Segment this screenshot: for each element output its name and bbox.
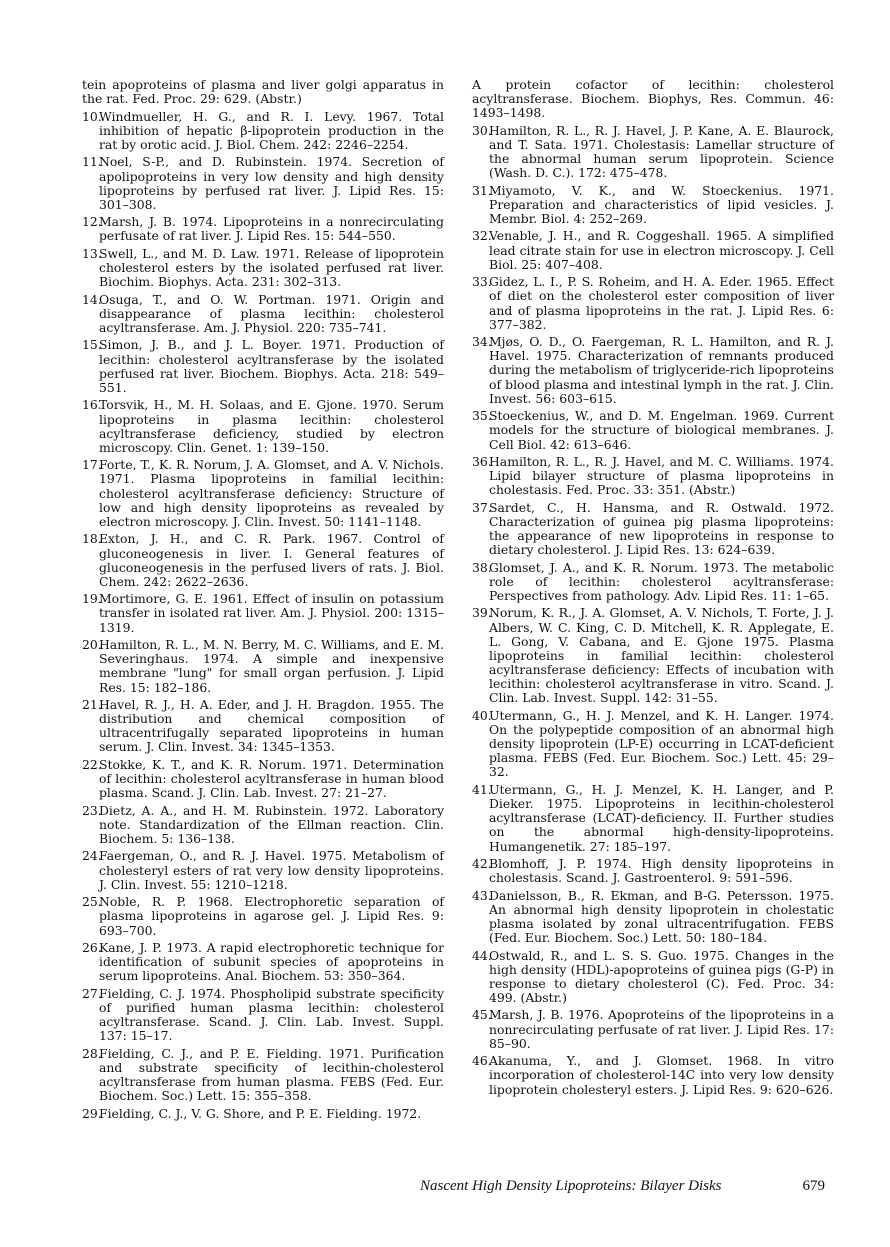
reference-item [472,606,834,705]
reference-item [82,338,444,395]
reference-text: Akanuma, Y., and J. Glomset. 1968. In vitro incorporation of cholesterol-14C into very low density lipoprotein cholesteryl esters. J. Lipid Res. 9: 620–626. [489,1053,834,1097]
reference-number: 30. [472,122,492,138]
reference-text: Hamilton, R. L., M. N. Berry, M. C. Williams, and E. M. Severinghaus. 1974. A simple and inexpensive membrane "lung" for small organ perfusion. J. Lipid Res. 15: 182–186. [99,637,444,695]
reference-number: 19. [82,591,102,607]
reference-text: Glomset, J. A., and K. R. Norum. 1973. The metabolic role of lecithin: cholesterol acyltransferase: Perspectives from pathology. Adv. Lipid Res. 11: 1–65. [489,559,834,603]
reference-number: 32. [472,228,492,244]
reference-text: Fielding, C. J., V. G. Shore, and P. E. Fielding. 1972. [99,1105,422,1121]
reference-number: 26. [82,939,102,955]
left-reference-column [82,78,444,1124]
reference-item [82,293,444,335]
reference-item [82,78,444,106]
reference-number: 41. [472,781,492,797]
reference-item [472,561,834,603]
reference-item [472,335,834,406]
reference-text: Sardet, C., H. Hansma, and R. Ostwald. 1972. Characterization of guinea pig plasma lipoproteins: the appearance of new lipoproteins in response to dietary cholesterol. J. Lipid Res. 13: 624–639. [489,499,834,558]
reference-number: 40. [472,707,492,723]
reference-item [82,458,444,529]
reference-item [472,949,834,1006]
reference-text: Hamilton, R. L., R. J. Havel, and M. C. Williams. 1974. Lipid bilayer structure of plasma lipoproteins in cholestasis. Fed. Proc. 33: 351. (Abstr.) [489,453,834,498]
reference-text: Marsh, J. B. 1974. Lipoproteins in a nonrecirculating perfusate of rat liver. J. Lipid Res. 15: 544–550. [99,214,444,244]
reference-text: Danielsson, B., R. Ekman, and B-G. Petersson. 1975. An abnormal high density lipoprotein in cholestatic plasma isolated by zonal ultracentrifugation. FEBS (Fed. Eur. Biochem. Soc.) Lett. 50: 180–184. [489,887,834,946]
reference-item [472,229,834,271]
reference-text: Noble, R. P. 1968. Electrophoretic separation of plasma lipoproteins in agarose gel. J. Lipid Res. 9: 693–700. [99,894,444,938]
reference-number: 16. [82,397,102,413]
reference-text: Torsvik, H., M. H. Solaas, and E. Gjone. 1970. Serum lipoproteins in plasma lecithin: cholesterol acyltransferase deficiency, studied by electron microscopy. Clin. Genet. 1: 139–150. [99,397,444,455]
reference-text: A protein cofactor of lecithin: cholesterol acyltransferase. Biochem. Biophys, Res. Commun. 46: 1493–1498. [472,77,834,121]
reference-number: 35. [472,408,492,424]
reference-number: 46. [472,1053,492,1069]
reference-text: Fielding, C. J., and P. E. Fielding. 1971. Purification and substrate specificity of lecithin-cholesterol acyltransferase from human plasma. FEBS (Fed. Eur. Biochem. Soc.) Lett. 15: 355–358. [99,1045,444,1104]
reference-item [472,275,834,332]
reference-number: 18. [82,531,102,547]
reference-number: 37. [472,499,492,515]
reference-number: 14. [82,291,102,307]
reference-text: Windmueller, H. G., and R. I. Levy. 1967. Total inhibition of hepatic β-lipoprotein production in the rat by orotic acid. J. Biol. Chem. 242: 2246–2254. [99,108,444,152]
reference-item [82,849,444,891]
reference-text: Blomhoff, J. P. 1974. High density lipoproteins in cholestasis. Scand. J. Gastroenterol. 9: 591–596. [489,855,834,886]
right-reference-column [472,78,834,1100]
reference-text: Utermann, G., H. J. Menzel, K. H. Langer, and P. Dieker. 1975. Lipoproteins in lecithin-cholesterol acyltransferase (LCAT)-deficiency. II. Further studies on the abnormal high-density-lipoproteins. Humangenetik. 27: 185–197. [489,781,834,854]
reference-number: 20. [82,637,102,653]
reference-text: Osuga, T., and O. W. Portman. 1971. Origin and disappearance of plasma lecithin: cholesterol acyltransferase. Am. J. Physiol. 220: 735–741. [99,291,444,335]
reference-text: Marsh, J. B. 1976. Apoproteins of the lipoproteins in a nonrecirculating perfusate of rat liver. J. Lipid Res. 17: 85–90. [489,1007,834,1051]
reference-item [472,124,834,181]
reference-number: 43. [472,887,492,903]
reference-number: 39. [472,605,492,621]
reference-text: Stokke, K. T., and K. R. Norum. 1971. Determination of lecithin: cholesterol acyltransferase in human blood plasma. Scand. J. Clin. Lab. Invest. 27: 21–27. [99,756,444,801]
reference-text: Noel, S-P., and D. Rubinstein. 1974. Secretion of apolipoproteins in very low density and high density lipoproteins by perfused rat liver. J. Lipid Res. 15: 301–308. [99,154,444,212]
reference-item [82,895,444,937]
reference-number: 34. [472,334,492,350]
reference-text: tein apoproteins of plasma and liver golgi apparatus in the rat. Fed. Proc. 29: 629. (Abstr.) [82,77,444,107]
reference-number: 15. [82,337,102,353]
reference-item [82,1047,444,1104]
reference-item [472,857,834,885]
reference-text: Hamilton, R. L., R. J. Havel, J. P. Kane, A. E. Blaurock, and T. Sata. 1971. Cholestasis: Lamellar structure of the abnormal human serum lipoprotein. Science (Wash. D. C.). 172: 475–478. [489,122,834,181]
page-number: 679 [802,1178,825,1194]
reference-text: Gidez, L. I., P. S. Roheim, and H. A. Eder. 1965. Effect of diet on the cholesterol ester composition of liver and of plasma lipoproteins in the rat. J. Lipid Res. 6: 377–382. [489,274,834,332]
reference-number: 42. [472,855,492,871]
reference-number: 13. [82,245,102,261]
reference-number: 22. [82,756,102,772]
reference-item [82,638,444,695]
reference-number: 44. [472,947,492,963]
reference-number: 36. [472,453,492,469]
reference-text: Dietz, A. A., and H. M. Rubinstein. 1972. Laboratory note. Standardization of the Ellman reaction. Clin. Biochem. 5: 136–138. [99,802,444,846]
reference-item [472,78,834,120]
reference-item [82,804,444,846]
reference-text: Kane, J. P. 1973. A rapid electrophoretic technique for identification of subunit species of apoproteins in serum lipoproteins. Anal. Biochem. 53: 350–364. [99,939,444,984]
reference-item [82,215,444,243]
reference-item [472,184,834,226]
reference-item [472,783,834,854]
reference-number: 45. [472,1007,492,1023]
reference-number: 29. [82,1105,102,1121]
reference-text: Simon, J. B., and J. L. Boyer. 1971. Production of lecithin: cholesterol acyltransferase by the isolated perfused rat liver. Biochem. Biophys. Acta. 218: 549–551. [99,337,444,395]
reference-number: 25. [82,894,102,910]
reference-item [82,698,444,755]
reference-item [82,758,444,800]
running-title: Nascent High Density Lipoproteins: Bilayer Disks [420,1178,722,1194]
reference-item [472,455,834,497]
reference-number: 33. [472,274,492,290]
reference-number: 12. [82,214,102,230]
reference-number: 27. [82,985,102,1001]
reference-item [472,409,834,451]
reference-number: 11. [82,154,102,170]
reference-item [82,110,444,152]
reference-text: Venable, J. H., and R. Coggeshall. 1965. A simplified lead citrate stain for use in electron microscopy. J. Cell Biol. 25: 407–408. [489,228,834,272]
reference-text: Utermann, G., H. J. Menzel, and K. H. Langer. 1974. On the polypeptide composition of an abnormal high density lipoprotein (LP-E) occurring in LCAT-deficient plasma. FEBS (Fed. Eur. Biochem. Soc.) Lett. 45: 29–32. [489,707,834,780]
reference-item [82,398,444,455]
reference-text: Forte, T., K. R. Norum, J. A. Glomset, and A. V. Nichols. 1971. Plasma lipoproteins in familial lecithin: cholesterol acyltransferase deficiency: Structure of low and high density lipoproteins as revealed by electron microscopy. J. Clin. Invest. 50: 1141–1148. [99,457,444,529]
reference-text: Havel, R. J., H. A. Eder, and J. H. Bragdon. 1955. The distribution and chemical composition of ultracentrifugally separated lipoproteins in human serum. J. Clin. Invest. 34: 1345–1353. [99,696,444,755]
reference-item [472,1008,834,1050]
reference-text: Ostwald, R., and L. S. S. Guo. 1975. Changes in the high density (HDL)-apoproteins of guinea pigs (G-P) in response to dietary cholesterol (C). Fed. Proc. 34: 499. (Abstr.) [489,947,834,1005]
reference-text: Mortimore, G. E. 1961. Effect of insulin on potassium transfer in isolated rat liver. Am. J. Physiol. 200: 1315–1319. [99,591,444,635]
reference-text: Faergeman, O., and R. J. Havel. 1975. Metabolism of cholesteryl esters of rat very low density lipoproteins. J. Clin. Invest. 55: 1210–1218. [99,848,444,892]
reference-text: Exton, J. H., and C. R. Park. 1967. Control of gluconeogenesis in liver. I. General features of gluconeogenesis in the perfused livers of rats. J. Biol. Chem. 242: 2622–2636. [99,531,444,589]
reference-number: 10. [82,108,102,124]
reference-number: 28. [82,1045,102,1061]
reference-number: 21. [82,696,102,712]
reference-item [472,709,834,780]
reference-text: Fielding, C. J. 1974. Phospholipid substrate specificity of purified human plasma lecithin: cholesterol acyltransferase. Scand. J. Clin. Lab. Invest. Suppl. 137: 15–17. [99,985,444,1044]
reference-item [82,247,444,289]
reference-item [82,941,444,983]
reference-item [82,592,444,634]
reference-text: Miyamoto, V. K., and W. Stoeckenius. 1971. Preparation and characteristics of lipid vesicles. J. Membr. Biol. 4: 252–269. [489,182,834,226]
reference-text: Mjøs, O. D., O. Faergeman, R. L. Hamilton, and R. J. Havel. 1975. Characterization of remnants produced during the metabolism of triglyceride-rich lipoproteins of blood plasma and intestinal lymph in the rat. J. Clin. Invest. 56: 603–615. [489,334,834,406]
reference-item [472,501,834,558]
reference-item [82,155,444,212]
reference-number: 17. [82,457,102,473]
reference-number: 38. [472,559,492,575]
reference-text: Swell, L., and M. D. Law. 1971. Release of lipoprotein cholesterol esters by the isolated perfused rat liver. Biochim. Biophys. Acta. 231: 302–313. [99,245,444,290]
reference-text: Stoeckenius, W., and D. M. Engelman. 1969. Current models for the structure of biological membranes. J. Cell Biol. 42: 613–646. [489,408,834,452]
reference-item [82,1107,444,1121]
reference-number: 24. [82,848,102,864]
reference-item [82,987,444,1044]
reference-number: 31. [472,182,492,198]
reference-text: Norum, K. R., J. A. Glomset, A. V. Nichols, T. Forte, J. J. Albers, W. C. King, C. D. Mitchell, K. R. Applegate, E. L. Gong, V. Cabana, and E. Gjone 1975. Plasma lipoproteins in familial lecithin: cholesterol acyltransferase deficiency: Effects of incubation with lecithin: cholesterol acyltransferase in vitro. Scand. J. Clin. Lab. Invest. Suppl. 142: 31–55. [489,605,834,706]
reference-item [472,889,834,946]
reference-item [472,1054,834,1096]
reference-item [82,532,444,589]
reference-number: 23. [82,802,102,818]
